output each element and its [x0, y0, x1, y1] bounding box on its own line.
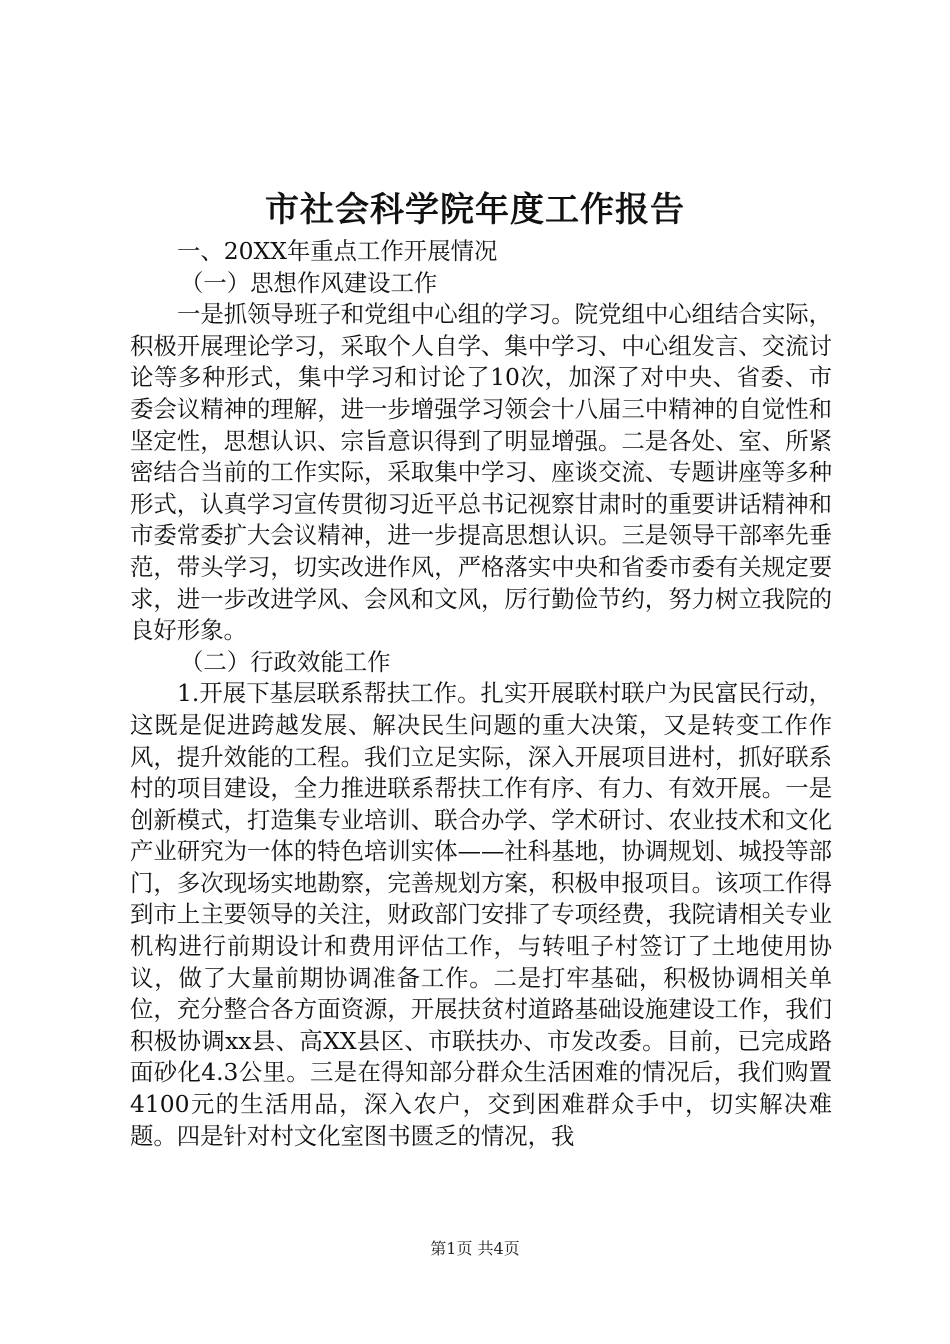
document-body [130, 236, 832, 1152]
page-footer: 第1页 共4页 [430, 1239, 520, 1258]
document-title: 市社会科学院年度工作报告 [265, 190, 685, 230]
section-heading-1: 一、20XX年重点工作开展情况 [177, 237, 498, 265]
subsection-heading-2: （二）行政效能工作 [180, 647, 391, 676]
subsection-heading-1: （一）思想作风建设工作 [180, 268, 438, 297]
body-paragraph-2: 1.开展下基层联系帮扶工作。扎实开展联村联户为民富民行动，这既是促进跨越发展、解决民生问题的重大决策，又是转变工作作风，提升效能的工程。我们立足实际，深入开展项目进村，抓好联系村的项目建设，全力推进联系帮扶工作有序、有力、有效开展。一是创新模式，打造集专业培训、联合办学、学术研讨、农业技术和文化产业研究为一体的特色培训实体——社科基地，协调规划、城投等部门，多次现场实地勘察，完善规划方案，积极申报项目。该项工作得到市上主要领导的关注，财政部门安排了专项经费，我院请相关专业机构进行前期设计和费用评估工作，与转咀子村签订了土地使用协议，做了大量前期协调准备工作。二是打牢基础，积极协调相关单位，充分整合各方面资源，开展扶贫村道路基础设施建设工作，我们积极协调xx县、高XX县区、市联扶办、市发改委。目前，已完成路面砂化4.3公里。三是在得知部分群众生活困难的情况后，我们购置4100元的生活用品，深入农户，交到困难群众手中，切实解决难题。四是针对村文化室图书匮乏的情况，我 [130, 679, 832, 1150]
body-paragraph-1: 一是抓领导班子和党组中心组的学习。院党组中心组结合实际，积极开展理论学习，采取个人自学、集中学习、中心组发言、交流讨论等多种形式，集中学习和讨论了10次，加深了对中央、省委、市委会议精神的理解，进一步增强学习领会十八届三中精神的自觉性和坚定性，思想认识、宗旨意识得到了明显增强。二是各处、室、所紧密结合当前的工作实际，采取集中学习、座谈交流、专题讲座等多种形式，认真学习宣传贯彻习近平总书记视察甘肃时的重要讲话精神和市委常委扩大会议精神，进一步提高思想认识。三是领导干部率先垂范，带头学习，切实改进作风，严格落实中央和省委市委有关规定要求，进一步改进学风、会风和文风，厉行勤俭节约，努力树立我院的良好形象。 [130, 300, 832, 645]
